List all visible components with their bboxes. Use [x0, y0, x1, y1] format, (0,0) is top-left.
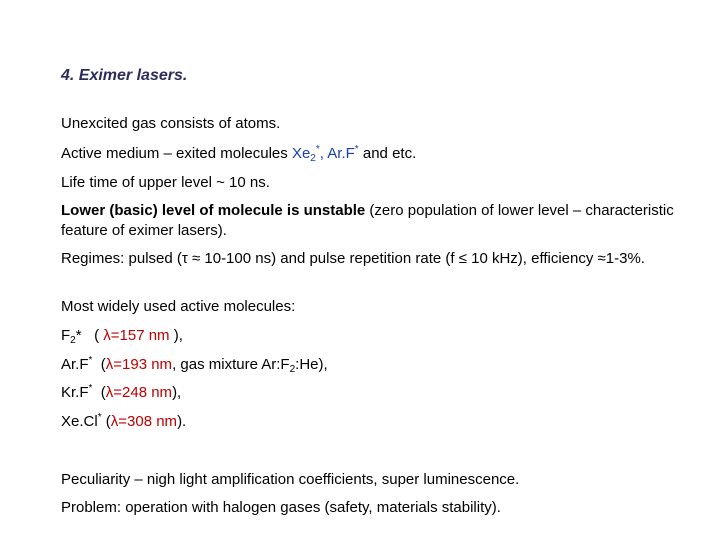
- paragraph-lower-level: [61, 201, 681, 241]
- xecl-star: *: [97, 412, 102, 423]
- f2-open: (: [81, 327, 104, 344]
- xecl-wavelength: λ=308 nm: [110, 413, 178, 430]
- arf-wavelength: λ=193 nm: [105, 356, 173, 373]
- molecule-f2: [61, 326, 681, 346]
- paragraph-problem: Problem: operation with halogen gases (safety, materials stability).: [61, 499, 501, 516]
- f2-subscript: 2: [70, 335, 76, 346]
- paragraph-most-used: Most widely used active molecules:: [61, 298, 296, 315]
- krf-open: (: [92, 384, 106, 401]
- paragraph-active-medium: [61, 144, 681, 164]
- xecl-close: ).: [177, 413, 187, 430]
- comma: ,: [319, 145, 328, 162]
- arf-gas-end: :He),: [295, 356, 328, 373]
- xe-subscript: 2: [310, 153, 316, 164]
- molecule-arf: [61, 355, 681, 375]
- arf-superscript: *: [354, 144, 359, 155]
- active-medium-text: Active medium – exited molecules: [61, 145, 292, 162]
- lower-level-rest: (zero population of lower level – characteristic feature of eximer lasers).: [61, 202, 674, 239]
- xecl-open: (: [101, 413, 111, 430]
- arf-open: (: [92, 356, 106, 373]
- krf-star: *: [88, 383, 93, 394]
- arf-gas-mixture: , gas mixture Ar:F: [172, 356, 290, 373]
- krf-name: Kr.F: [61, 384, 89, 401]
- paragraph-regimes: Regimes: pulsed (τ ≈ 10-100 ns) and pulse repetition rate (f ≤ 10 kHz), efficiency ≈1-3%.: [61, 250, 645, 267]
- paragraph-peculiarity: Peculiarity – nigh light amplification coefficients, super luminescence.: [61, 471, 520, 488]
- slide-title: 4. Eximer lasers.: [61, 67, 188, 84]
- f2-close: ),: [169, 327, 183, 344]
- f2-wavelength: λ=157 nm: [103, 327, 170, 344]
- xe-symbol: Xe: [291, 145, 311, 162]
- xe-superscript: *: [315, 144, 320, 155]
- arf-gas-subscript: 2: [289, 364, 296, 375]
- molecule-krf: [61, 383, 681, 403]
- f2-star: *: [75, 327, 82, 344]
- arf-star: *: [88, 355, 93, 366]
- paragraph-unexcited-gas: Unexcited gas consists of atoms.: [61, 115, 281, 132]
- lower-level-bold: Lower (basic) level of molecule is unstable: [61, 202, 366, 219]
- arf-symbol: Ar.F: [327, 145, 355, 162]
- paragraph-life-time: Life time of upper level ~ 10 ns.: [61, 174, 270, 191]
- arf-name: Ar.F: [61, 356, 89, 373]
- molecule-xecl: [61, 412, 681, 432]
- active-medium-rest: and etc.: [358, 145, 417, 162]
- krf-close: ),: [172, 384, 182, 401]
- xecl-name: Xe.Cl: [61, 413, 98, 430]
- f2-symbol: F: [61, 327, 71, 344]
- krf-wavelength: λ=248 nm: [105, 384, 173, 401]
- xe2-molecule: [292, 145, 359, 162]
